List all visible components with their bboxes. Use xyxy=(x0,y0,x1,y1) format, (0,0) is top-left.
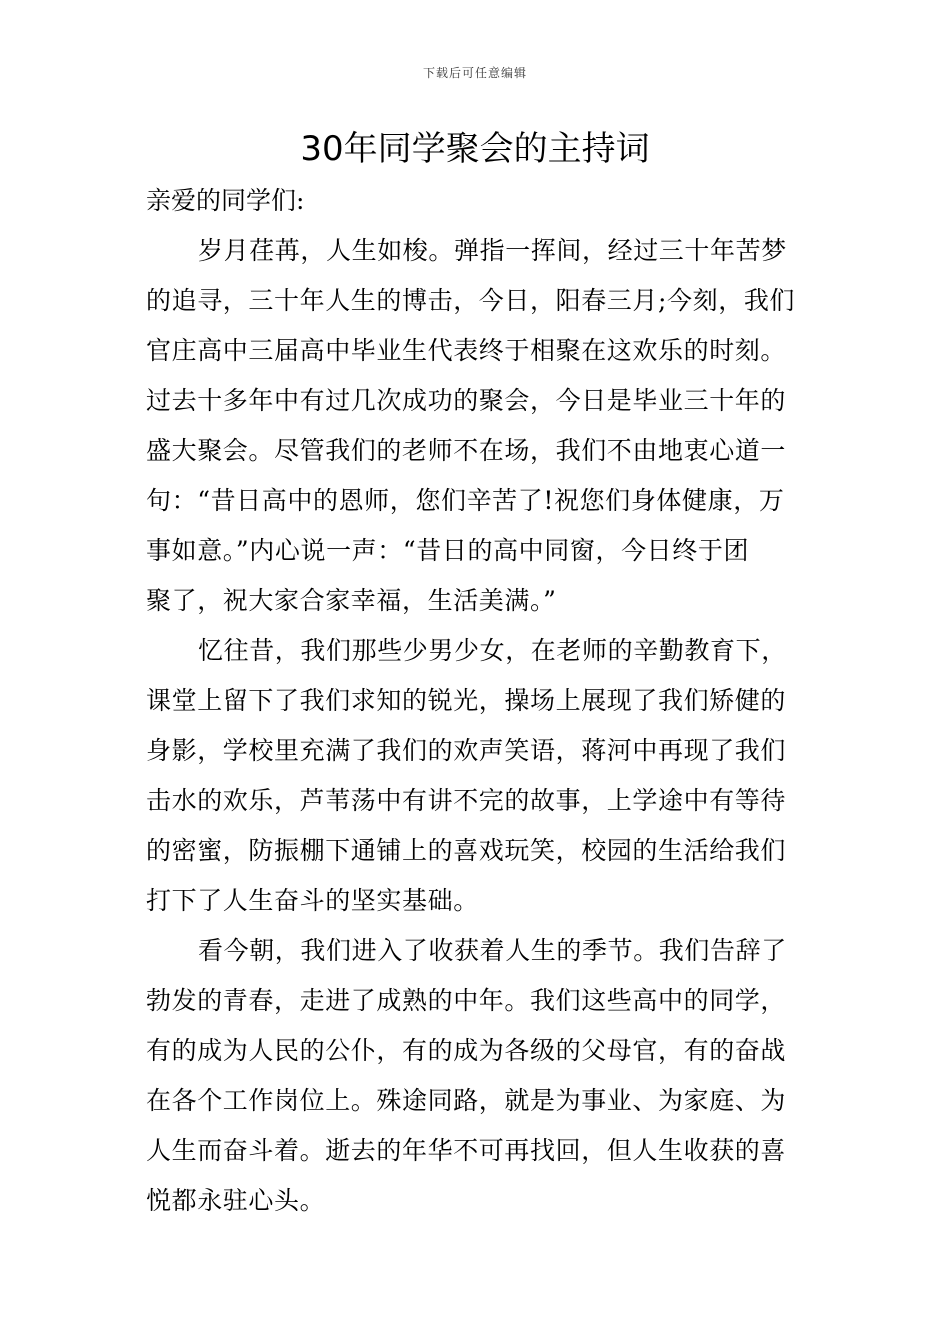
paragraph-line: 课堂上留下了我们求知的锐光，操场上展现了我们矫健的 xyxy=(146,686,787,715)
paragraph-line: 悦都永驻心头。 xyxy=(146,1186,326,1215)
paragraph-1 xyxy=(146,226,810,626)
paragraph-line: 忆往昔，我们那些少男少女，在老师的辛勤教育下， xyxy=(198,636,787,665)
page-title: 30年同学聚会的主持词 xyxy=(300,129,650,169)
paragraph-line: 打下了人生奋斗的坚实基础。 xyxy=(146,886,479,915)
paragraph-line: 看今朝，我们进入了收获着人生的季节。我们告辞了 xyxy=(198,936,787,965)
paragraph-line: 人生而奋斗着。逝去的年华不可再找回，但人生收获的喜 xyxy=(146,1136,787,1165)
paragraph-line: 的追寻，三十年人生的博击，今日，阳春三月;今刻，我们 xyxy=(146,286,796,315)
paragraph-line: 有的成为人民的公仆，有的成为各级的父母官，有的奋战 xyxy=(146,1036,787,1065)
paragraph-line: 勃发的青春，走进了成熟的中年。我们这些高中的同学， xyxy=(146,986,787,1015)
paragraph-3 xyxy=(146,926,810,1226)
header-note: 下载后可任意编辑 xyxy=(422,66,527,80)
paragraph-line: 官庄高中三届高中毕业生代表终于相聚在这欢乐的时刻。 xyxy=(146,336,787,365)
paragraph-line: 岁月荏苒，人生如梭。弹指一挥间，经过三十年苦梦 xyxy=(198,236,787,265)
document-body xyxy=(146,176,810,1226)
paragraph-line: 聚了，祝大家合家幸福，生活美满。” xyxy=(146,586,557,615)
paragraph-2 xyxy=(146,626,810,926)
paragraph-line: 的密蜜，防振棚下通铺上的喜戏玩笑，校园的生活给我们 xyxy=(146,836,787,865)
paragraph-line: 在各个工作岗位上。殊途同路，就是为事业、为家庭、为 xyxy=(146,1086,787,1115)
salutation: 亲爱的同学们: xyxy=(146,186,305,215)
paragraph-line: 身影，学校里充满了我们的欢声笑语，蒋河中再现了我们 xyxy=(146,736,787,765)
paragraph-line: 击水的欢乐，芦苇荡中有讲不完的故事，上学途中有等待 xyxy=(146,786,787,815)
paragraph-line: 句：“昔日高中的恩师，您们辛苦了!祝您们身体健康，万 xyxy=(146,486,785,515)
paragraph-line: 过去十多年中有过几次成功的聚会，今日是毕业三十年的 xyxy=(146,386,787,415)
paragraph-line: 事如意。”内心说一声：“昔日的高中同窗，今日终于团 xyxy=(146,536,750,565)
paragraph-line: 盛大聚会。尽管我们的老师不在场，我们不由地衷心道一 xyxy=(146,436,787,465)
